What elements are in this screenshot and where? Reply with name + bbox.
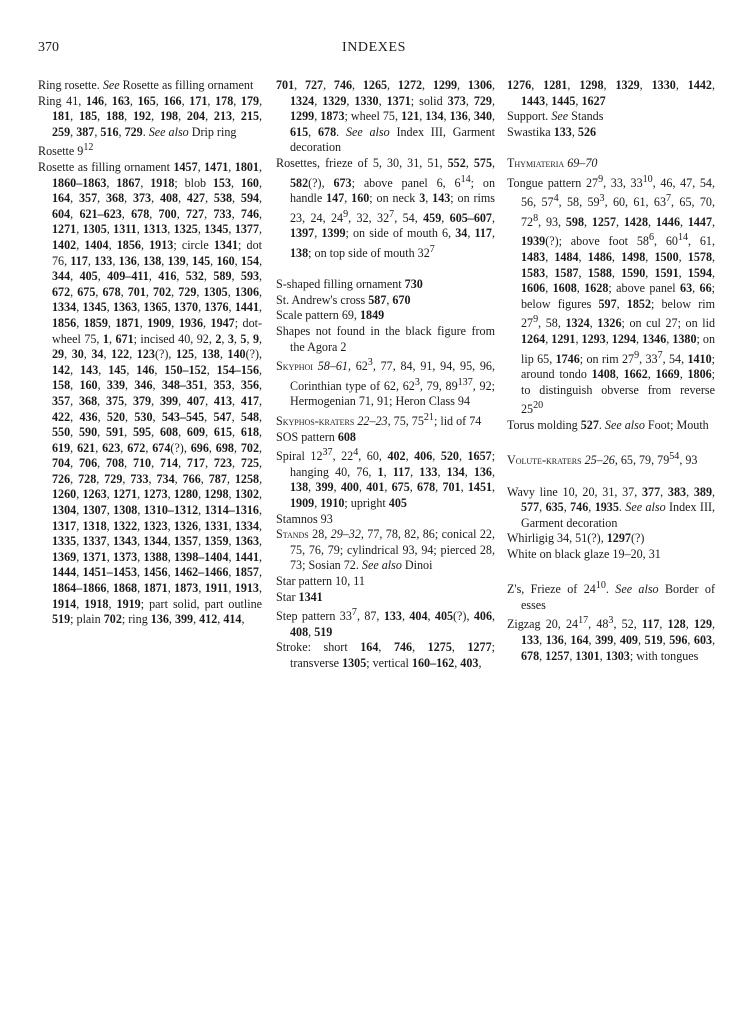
index-entry: Scale pattern 69, 1849 (276, 308, 385, 323)
index-entry: Zigzag 20, $24^{17}$, $48^3$, 52, 117, 128, 129, 133, 136, 164, 399, 409, 519, 596, 603, 678, 1257, 1301, 1303; with tongues (507, 615, 716, 663)
index-entry: Stroke: short 164, 746, 1275, 1277; transverse 1305; vertical 160–162, 403, (276, 640, 495, 671)
index-entry: Wavy line 10, 20, 31, 37, 377, 383, 389, 577, 635, 746, 1935. See also Index III, Garment decoration (507, 484, 716, 530)
index-entry: Star 1341 (276, 589, 323, 604)
index-entry: 1276, 1281, 1298, 1329, 1330, 1442, 1443, 1445, 1627 (507, 78, 715, 108)
section-gap (507, 140, 715, 156)
index-entry: Ring 41, 146, 163, 165, 166, 171, 178, 179, 181, 185, 188, 192, 198, 204, 213, 215, 259, 387, 516, 729. See also Drip ring (38, 93, 263, 139)
index-entry: Volute-kraters 25–26, 65, 79, $79^{54}$, 93 (507, 451, 698, 468)
index-entry: Ring rosette. See Rosette as filling ornament (38, 78, 254, 92)
index-column-1 (38, 78, 262, 628)
index-entry: Skyphos-kraters 22–23, 75, $75^{21}$; lid of 74 (276, 412, 482, 429)
index-entry: Rosette as filling ornament 1457, 1471, 1801, 1860–1863, 1867, 1918; blob 153, 160, 164, 357, 368, 373, 408, 427, 538, 594, 604, 621–623, 678, 700, 727, 733, 746, 1271, 1305, 1311, 1313, 1325, 1345, 1377, 1402, 1404, 1856, 1913; circle 1341; dot 76, 117, 133, 136, 138, 139, 145, 160, 154, 344, 405, 409–411, 416, 532, 589, 593, 672, 675, 678, 701, 702, 729, 1305, 1306, 1334, 1345, 1363, 1365, 1370, 1376, 1441, 1856, 1859, 1871, 1909, 1936, 1947; dot-wheel 75, 1, 671; incised 40, 92, 2, 3, 5, 9, 29, 30, 34, 122, 123(?), 125, 138, 140(?), 142, 143, 145, 146, 150–152, 154–156, 158, 160, 339, 346, 348–351, 353, 356, 357, 368, 375, 379, 399, 407, 413, 417, 422, 436, 520, 530, 543–545, 547, 548, 550, 590, 591, 595, 608, 609, 615, 618, 619, 621, 623, 672, 674(?), 696, 698, 702, 704, 706, 708, 710, 714, 717, 723, 725, 726, 728, 729, 733, 734, 766, 787, 1258, 1260, 1263, 1271, 1273, 1280, 1298, 1302, 1304, 1307, 1308, 1310–1312, 1314–1316, 1317, 1318, 1322, 1323, 1326, 1331, 1334, 1335, 1337, 1343, 1344, 1357, 1359, 1363, 1369, 1371, 1373, 1388, 1398–1404, 1441, 1444, 1451–1453, 1456, 1462–1466, 1857, 1864–1866, 1868, 1871, 1873, 1911, 1913, 1914, 1918, 1919; part solid, part outline 519; plain 702; ring 136, 399, 412, 414, (38, 160, 263, 627)
section-gap (507, 469, 715, 485)
index-entry: SOS pattern 608 (276, 429, 356, 444)
index-entry: Stamnos 93 (276, 511, 333, 526)
page-number: 370 (38, 40, 59, 55)
index-entry: Z's, Frieze of $24^{10}$. See also Border of esses (507, 580, 715, 612)
running-head: INDEXES (341, 40, 407, 55)
index-entry: Star pattern 10, 11 (276, 574, 365, 589)
index-entry: Skyphoi 58–61, $62^3$, 77, 84, 91, 94, 95, 96, Corinthian type of 62, $62^3$, 79, $89^{137}$, 92; Hermogenian 71, 91; Heron Class 94 (276, 357, 495, 409)
index-entry: Spiral $12^{37}$, $22^4$, 60, 402, 406, 520, 1657; hanging 40, 76, 1, 117, 133, 134, 136, 138, 399, 400, 401, 675, 678, 701, 1451, 1909, 1910; upright 405 (276, 447, 496, 511)
index-entry: Swastika 133, 526 (507, 124, 597, 139)
index-column-2 (276, 78, 495, 672)
section-gap (276, 262, 495, 278)
index-entry: Step pattern $33^7$, 87, 133, 404, 405(?), 406, 408, 519 (276, 607, 496, 639)
index-entry: Support. See Stands (507, 109, 604, 124)
index-entry: White on black glaze 19–20, 31 (507, 546, 661, 561)
index-entry: Torus molding 527. See also Foot; Mouth (507, 418, 709, 433)
index-entry: Stands 28, 29–32, 77, 78, 82, 86; conical 22, 75, 76, 79; cylindrical 93, 94; pierced 28, 73; Sosian 72. See also Dinoi (276, 527, 495, 573)
index-column-3 (507, 78, 715, 664)
index-entry: 701, 727, 746, 1265, 1272, 1299, 1306, 1324, 1329, 1330, 1371; solid 373, 729, 1299, 1873; wheel 75, 121, 134, 136, 340, 615, 678. See also Index III, Garment decoration (276, 78, 496, 155)
section-gap (507, 562, 715, 578)
index-entry: Rosette $9^{12}$ (38, 142, 94, 159)
index-entry: St. Andrew's cross 587, 670 (276, 292, 411, 307)
section-gap (507, 434, 715, 450)
index-entry: Shapes not found in the black figure from the Agora 2 (276, 324, 495, 354)
index-entry: S-shaped filling ornament 730 (276, 277, 423, 292)
index-entry: Whirligig 34, 51(?), 1297(?) (507, 531, 645, 546)
index-entry: Tongue pattern $27^9$, 33, $33^{10}$, 46, 47, 54, 56, $57^4$, 58, $59^3$, 60, 61, $63^7$, 65, 70, $72^8$, 93, 598, 1257, 1428, 1446, 1447, 1939(?); above foot $58^6$, $60^{14}$, 61, 1483, 1484, 1486, 1498, 1500, 1578, 1583, 1587, 1588, 1590, 1591, 1594, 1606, 1608, 1628; above panel 63, 66; below figures 597, 1852; below rim $27^9$, 58, 1324, 1326; on cul 27; on lid 1264, 1291, 1293, 1294, 1346, 1380; on lip 65, 1746; on rim $27^9$, $33^7$, 54, 1410; around tondo 1408, 1662, 1669, 1806; to distinguish obverse from reverse $25^{20}$ (507, 173, 716, 417)
index-entry: Rosettes, frieze of 5, 30, 31, 51, 552, 575, 582(?), 673; above panel 6, $6^{14}$; on handle 147, 160; on neck 3, 143; on rims 23, 24, $24^9$, 32, $32^7$, 54, 459, 605–607, 1397, 1399; on side of mouth 6, 34, 117, 138; on top side of mouth $32^7$ (276, 155, 496, 261)
index-entry: Thymiateria 69–70 (507, 155, 598, 170)
